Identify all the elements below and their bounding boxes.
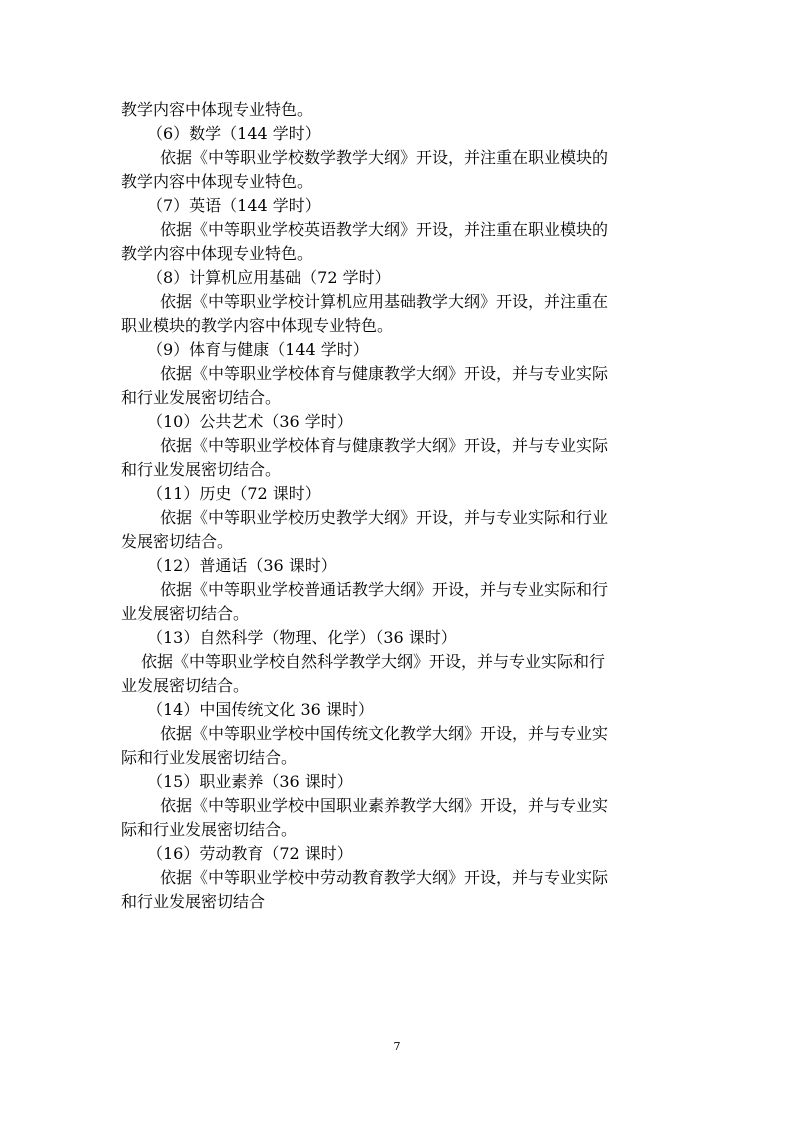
body-text-line: 教学内容中体现专业特色。 xyxy=(121,100,314,119)
body-text-line: 和行业发展密切结合 xyxy=(121,892,266,911)
section-heading: （14）中国传统文化 36 课时） xyxy=(147,700,374,719)
body-text-line: 业发展密切结合。 xyxy=(121,676,250,695)
body-text-line: 教学内容中体现专业特色。 xyxy=(121,172,314,191)
section-heading: （11）历史（72 课时） xyxy=(147,484,321,503)
body-text-line: 依据《中等职业学校中国传统文化教学大纲》开设，并与专业实 xyxy=(160,724,609,743)
section-heading: （12）普通话（36 课时） xyxy=(147,556,337,575)
body-text-line: 依据《中等职业学校历史教学大纲》开设，并与专业实际和行业 xyxy=(160,508,609,527)
body-text-line: 依据《中等职业学校自然科学教学大纲》开设，并与专业实际和行 xyxy=(141,652,606,671)
body-text-line: 依据《中等职业学校英语教学大纲》开设，并注重在职业模块的 xyxy=(160,220,609,239)
body-text-line: 依据《中等职业学校中国职业素养教学大纲》开设，并与专业实 xyxy=(160,796,609,815)
body-text-line: 依据《中等职业学校计算机应用基础教学大纲》开设，并注重在 xyxy=(160,292,609,311)
section-heading: （7）英语（144 学时） xyxy=(147,196,321,215)
body-text-line: 依据《中等职业学校普通话教学大纲》开设，并与专业实际和行 xyxy=(160,580,609,599)
body-text-line: 和行业发展密切结合。 xyxy=(121,460,282,479)
section-heading: （6）数学（144 学时） xyxy=(147,124,321,143)
body-text-line: 际和行业发展密切结合。 xyxy=(121,748,298,767)
body-text-line: 教学内容中体现专业特色。 xyxy=(121,244,314,263)
section-heading: （15）职业素养（36 课时） xyxy=(147,772,353,791)
body-text-line: 际和行业发展密切结合。 xyxy=(121,820,298,839)
body-text-line: 发展密切结合。 xyxy=(121,532,234,551)
body-text-line: 依据《中等职业学校数学教学大纲》开设，并注重在职业模块的 xyxy=(160,148,609,167)
page-number: 7 xyxy=(393,1040,401,1053)
body-text-line: 业发展密切结合。 xyxy=(121,604,250,623)
body-text-line: 和行业发展密切结合。 xyxy=(121,388,282,407)
section-heading: （8）计算机应用基础（72 学时） xyxy=(147,268,391,287)
section-heading: （16）劳动教育（72 课时） xyxy=(147,844,353,863)
body-text-line: 依据《中等职业学校体育与健康教学大纲》开设，并与专业实际 xyxy=(160,364,609,383)
body-text-line: 职业模块的教学内容中体现专业特色。 xyxy=(121,316,394,335)
body-text-line: 依据《中等职业学校体育与健康教学大纲》开设，并与专业实际 xyxy=(160,436,609,455)
body-text-line: 依据《中等职业学校中劳动教育教学大纲》开设，并与专业实际 xyxy=(160,868,609,887)
section-heading: （13）自然科学（物理、化学）（36 课时） xyxy=(147,628,457,647)
section-heading: （9）体育与健康（144 学时） xyxy=(147,340,369,359)
section-heading: （10）公共艺术（36 学时） xyxy=(147,412,353,431)
